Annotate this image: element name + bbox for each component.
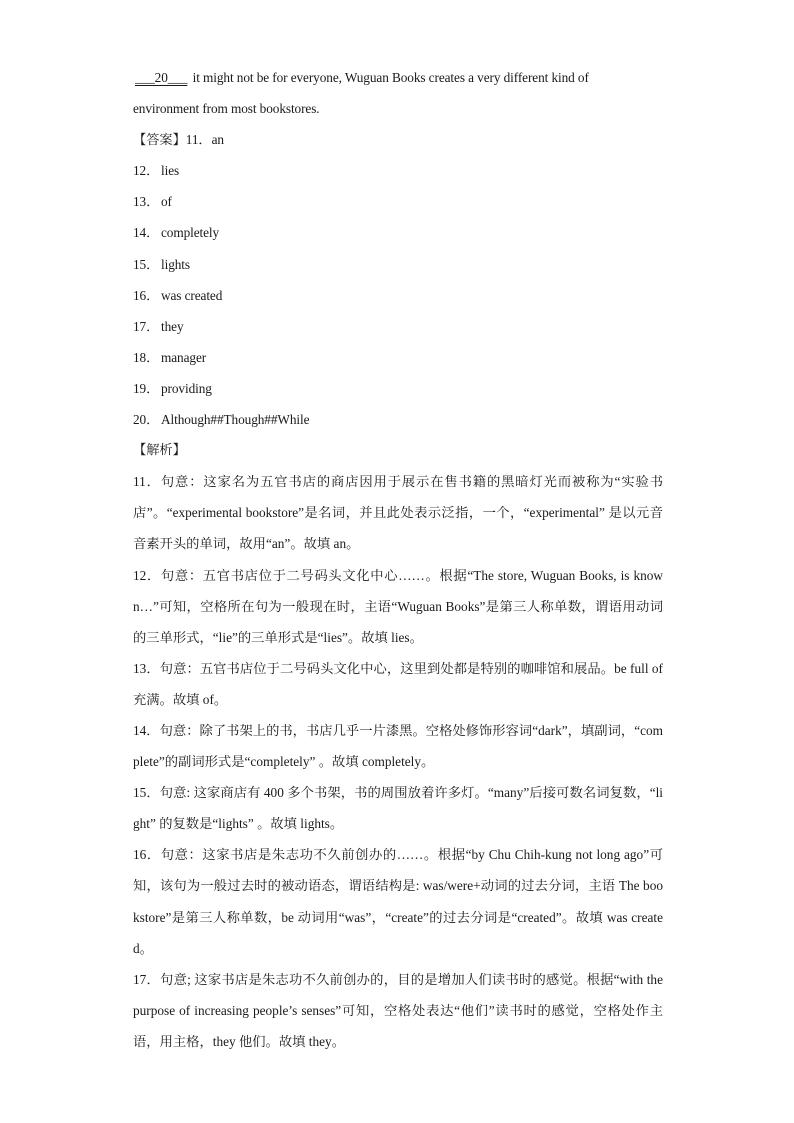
answer-row	[133, 217, 663, 248]
answer-number: 11．	[185, 132, 212, 148]
answer-text: was created	[161, 287, 223, 303]
answer-row	[133, 373, 663, 404]
answer-row	[133, 311, 663, 342]
answer-number: 18．	[133, 349, 160, 365]
explanation-13: 13．句意：五官书店位于二号码头文化中心，这里到处都是特别的咖啡馆和展品。be full of 充满。故填 of。	[133, 660, 663, 707]
answer-text: of	[161, 194, 172, 210]
answer-number: 14．	[133, 225, 160, 241]
passage-line: environment from most bookstores.	[133, 101, 320, 117]
answer-row	[133, 186, 663, 217]
answer-text: providing	[161, 380, 212, 396]
document-page	[133, 62, 663, 1057]
analysis-label: 【解析】	[133, 443, 186, 459]
answer-text: manager	[161, 349, 207, 365]
answer-number: 19．	[133, 380, 160, 396]
answer-row	[133, 249, 663, 280]
answer-label: 【答案】	[133, 133, 186, 149]
answer-number: 13．	[133, 194, 160, 210]
answer-text: they	[161, 318, 184, 334]
answer-text: Although##Though##While	[161, 412, 310, 428]
answer-number: 20．	[133, 412, 160, 428]
passage-text: it might not be for everyone, Wuguan Books creates a very different kind of	[189, 70, 589, 85]
explanation-17: 17．句意; 这家书店是朱志功不久前创办的，目的是增加人们读书时的感觉。根据“with the purpose of increasing people’s senses”可知，空格处表达“他们”读书时的感觉，空格处作主语，用主格，they 他们。故填 they。	[133, 971, 663, 1049]
explanation-14: 14．句意：除了书架上的书，书店几乎一片漆黑。空格处修饰形容词“dark”，填副词，“complete”的副词形式是“completely” 。故填 completely。	[133, 722, 663, 770]
answer-number: 17．	[133, 318, 160, 334]
explanation-15: 15．句意: 这家商店有 400 多个书架，书的周围放着许多灯。“many”后接可数名词复数，“light” 的复数是“lights” 。故填 lights。	[133, 785, 663, 832]
answer-text: an	[211, 132, 224, 148]
answer-text: lights	[161, 256, 190, 272]
blank-20: ___20___	[135, 70, 188, 85]
answer-text: lies	[161, 163, 180, 179]
explanation-11: 11．句意：这家名为五官书店的商店因用于展示在售书籍的黑暗灯光而被称为“实验书店”。“experimental bookstore”是名词，并且此处表示泛指，一个，“experimental” 是以元音音素开头的单词，故用“an”。故填 an。	[133, 474, 663, 552]
answer-number: 15．	[133, 256, 160, 272]
passage-line	[133, 62, 663, 93]
explanation-12: 12．句意：五官书店位于二号码头文化中心……。根据“The store, Wuguan Books, is known…”可知，空格所在句为一般现在时，主语“Wuguan Books”是第三人称单数，谓语用动词的三单形式，“lie”的三单形式是“lies”。故填 lies。	[133, 567, 663, 645]
answer-number: 16．	[133, 287, 160, 303]
answer-text: completely	[161, 225, 220, 241]
answer-row	[133, 280, 663, 311]
answer-row	[133, 155, 663, 186]
answer-row	[133, 124, 663, 155]
answer-number: 12．	[133, 163, 160, 179]
answer-row	[133, 342, 663, 373]
explanation-16: 16．句意：这家书店是朱志功不久前创办的……。根据“by Chu Chih-kung not long ago”可知，该句为一般过去时的被动语态，谓语结构是: was/were+动词的过去分词，主语 The bookstore”是第三人称单数，be 动词用“was”，“create”的过去分词是“created”。故填 was created。	[133, 847, 663, 956]
answer-row	[133, 404, 663, 435]
